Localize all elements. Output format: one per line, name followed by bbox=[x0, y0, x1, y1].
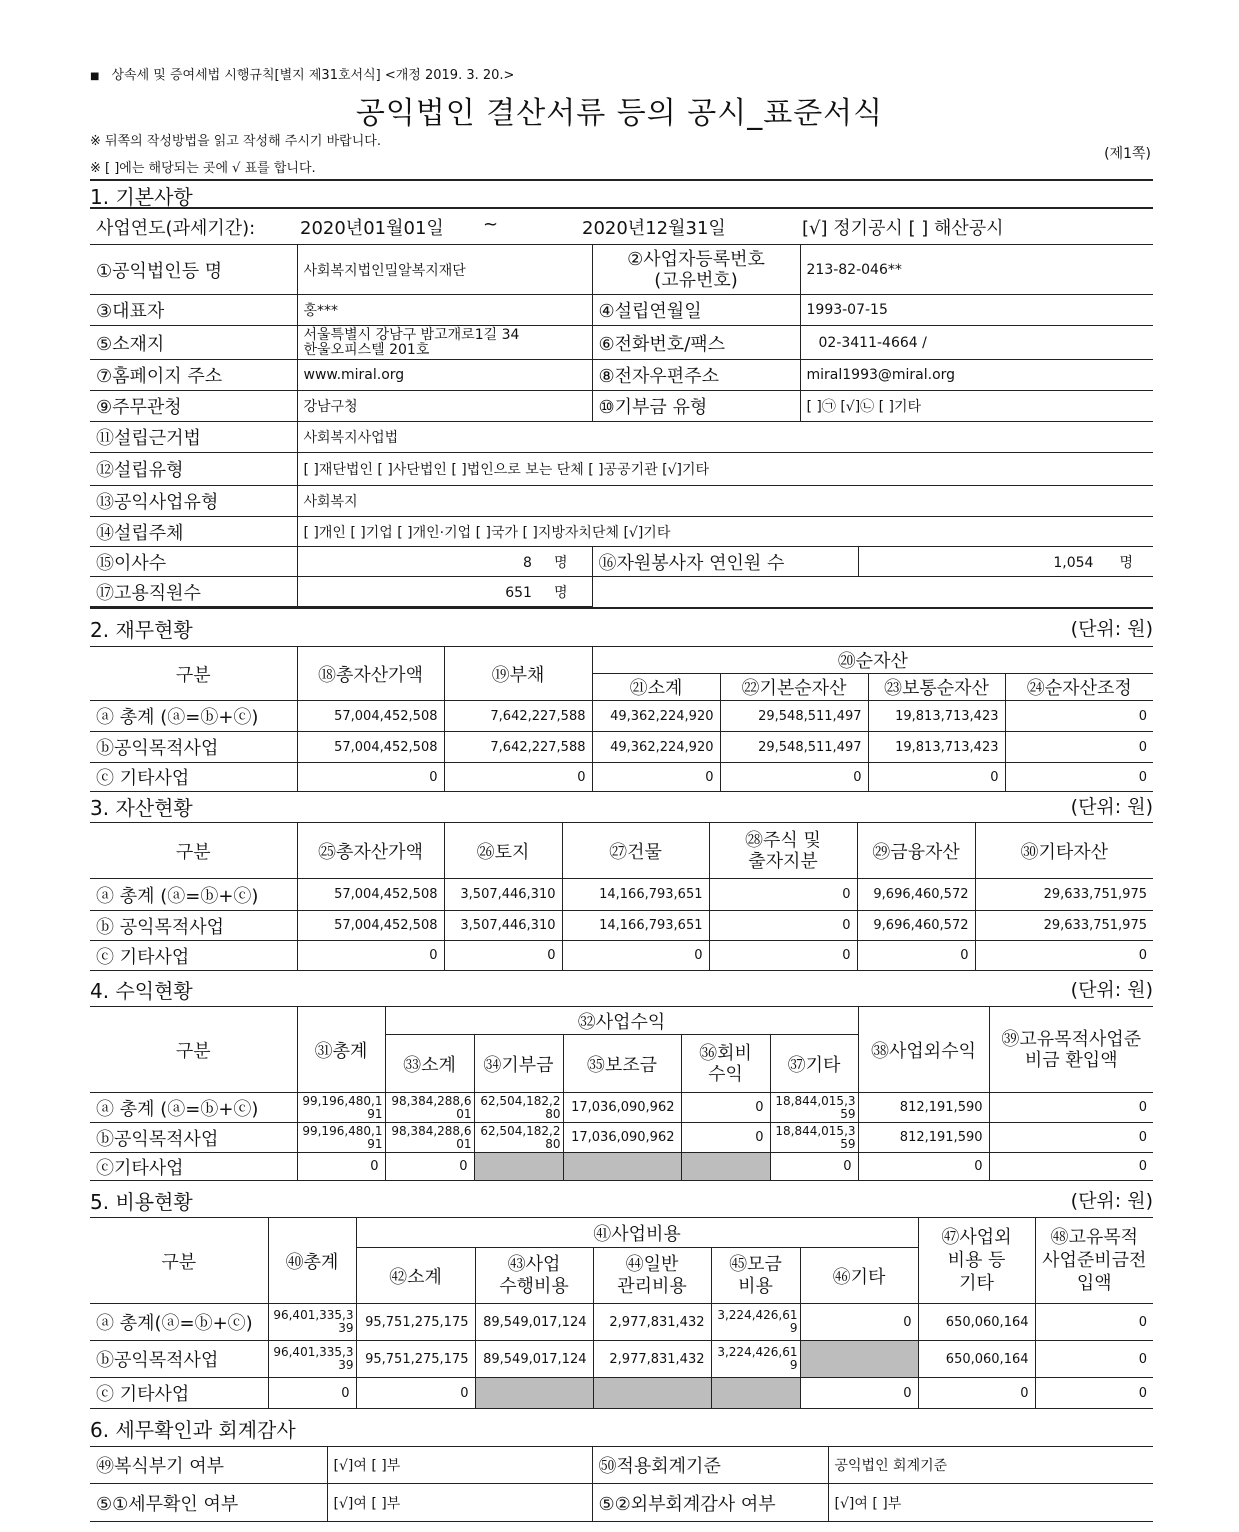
shaded-cell bbox=[475, 1378, 593, 1409]
finance-col-basic: ㉒기본순자산 bbox=[720, 674, 868, 701]
finance-cell: 0 bbox=[444, 763, 592, 792]
expense-col-admin bbox=[593, 1248, 711, 1304]
section-heading-audit: 6. 세무확인과 회계감사 bbox=[90, 1418, 296, 1442]
expense-cell: 96,401,335,339 bbox=[268, 1341, 356, 1378]
revenue-col-reserve-2: 비금 환입액 bbox=[1024, 1049, 1118, 1071]
assets-cell: 0 bbox=[709, 879, 857, 911]
shaded-cell bbox=[563, 1153, 681, 1181]
assets-cell: 57,004,452,508 bbox=[297, 879, 444, 911]
expense-cell: 2,977,831,432 bbox=[593, 1304, 711, 1341]
assets-cell: 57,004,452,508 bbox=[297, 911, 444, 941]
revenue-col-fee-2: 수익 bbox=[708, 1063, 743, 1085]
expense-cell: 0 bbox=[800, 1304, 918, 1341]
assets-cell: 9,696,460,572 bbox=[857, 911, 975, 941]
revenue-cell: 98,384,288,601 bbox=[385, 1093, 474, 1123]
assets-cell: 0 bbox=[562, 941, 709, 971]
employees-value: 651 bbox=[505, 584, 532, 601]
assets-cell: 14,166,793,651 bbox=[562, 879, 709, 911]
revenue-cell: 0 bbox=[297, 1153, 385, 1181]
ext-audit-value: [√]여 [ ]부 bbox=[828, 1484, 1153, 1522]
expense-cell: 95,751,275,175 bbox=[356, 1304, 475, 1341]
checkbox-note: ※ [ ]에는 해당되는 곳에 √ 표를 합니다. bbox=[90, 161, 316, 176]
directors-value: 8 bbox=[523, 554, 532, 571]
expense-cell: 0 bbox=[268, 1378, 356, 1409]
assets-cell: 0 bbox=[709, 911, 857, 941]
shaded-cell bbox=[681, 1153, 770, 1181]
employees-label: ⑰고용직원수 bbox=[90, 577, 297, 607]
divider bbox=[90, 607, 1153, 609]
revenue-cell: 18,844,015,359 bbox=[770, 1093, 858, 1123]
expense-cell: 89,549,017,124 bbox=[475, 1304, 593, 1341]
expense-col-admin-1: ㊹일반 bbox=[625, 1253, 679, 1275]
org-name: 사회복지법인밀알복지재단 bbox=[297, 245, 592, 295]
finance-col-normal: ㉓보통순자산 bbox=[868, 674, 1005, 701]
expense-col-nonbiz-1: ㊼사업외 bbox=[941, 1227, 1012, 1248]
expense-col-fund bbox=[711, 1248, 800, 1304]
expense-row-label: ⓐ 총계(ⓐ=ⓑ+ⓒ) bbox=[90, 1304, 268, 1341]
biz-type-label: ⑬공익사업유형 bbox=[90, 486, 297, 517]
finance-col-total: ⑱총자산가액 bbox=[297, 647, 444, 701]
expense-col-reserve-2: 사업준비금전 bbox=[1042, 1250, 1147, 1271]
revenue-cell: 0 bbox=[989, 1153, 1153, 1181]
addr-value bbox=[297, 326, 592, 360]
period-end: 2020년12월31일 bbox=[582, 218, 726, 239]
assets-cell: 0 bbox=[709, 941, 857, 971]
employees-cell bbox=[297, 577, 592, 607]
finance-cell: 0 bbox=[720, 763, 868, 792]
finance-cell: 29,548,511,497 bbox=[720, 732, 868, 763]
bizno-value: 213-82-046** bbox=[800, 245, 1153, 295]
finance-cell: 0 bbox=[592, 763, 720, 792]
est-type-label: ⑫설립유형 bbox=[90, 453, 297, 486]
expense-col-nonbiz-3: 기타 bbox=[959, 1273, 994, 1294]
revenue-unit: (단위: 원) bbox=[1070, 979, 1153, 1001]
finance-cell: 49,362,224,920 bbox=[592, 701, 720, 732]
shaded-cell bbox=[800, 1341, 918, 1378]
revenue-cell: 0 bbox=[770, 1153, 858, 1181]
revenue-row-label: ⓐ 총계 (ⓐ=ⓑ+ⓒ) bbox=[90, 1093, 297, 1123]
revenue-col-fee bbox=[681, 1035, 770, 1093]
revenue-cell: 0 bbox=[681, 1123, 770, 1153]
basic-info-table bbox=[90, 244, 1153, 547]
est-type-value: [ ]재단법인 [ ]사단법인 [ ]법인으로 보는 단체 [ ]공공기관 [√]기타 bbox=[297, 453, 1153, 486]
bookkeeping-value: [√]여 [ ]부 bbox=[327, 1447, 592, 1484]
authority-label: ⑨주무관청 bbox=[90, 391, 297, 422]
expense-cell: 0 bbox=[1035, 1304, 1153, 1341]
revenue-cell: 99,196,480,191 bbox=[297, 1093, 385, 1123]
revenue-cell: 812,191,590 bbox=[858, 1123, 989, 1153]
expense-cell: 0 bbox=[800, 1378, 918, 1409]
shaded-cell bbox=[711, 1378, 800, 1409]
section-heading-expense bbox=[90, 1186, 1153, 1215]
volunteers-label: ⑯자원봉사자 연인원 수 bbox=[592, 547, 858, 577]
finance-row-label: ⓒ 기타사업 bbox=[90, 763, 297, 792]
finance-cell: 49,362,224,920 bbox=[592, 732, 720, 763]
expense-cell: 650,060,164 bbox=[918, 1304, 1035, 1341]
section-heading-basic: 1. 기본사항 bbox=[90, 185, 193, 209]
assets-col-total: ㉕총자산가액 bbox=[297, 823, 444, 879]
finance-row-label: ⓐ 총계 (ⓐ=ⓑ+ⓒ) bbox=[90, 701, 297, 732]
expense-col-total: ㊵총계 bbox=[268, 1218, 356, 1304]
expense-cell: 89,549,017,124 bbox=[475, 1341, 593, 1378]
revenue-cell: 18,844,015,359 bbox=[770, 1123, 858, 1153]
tel-label: ⑥전화번호/팩스 bbox=[592, 326, 800, 360]
assets-row-label: ⓒ 기타사업 bbox=[90, 941, 297, 971]
expense-cell: 2,977,831,432 bbox=[593, 1341, 711, 1378]
assets-heading: 3. 자산현황 bbox=[90, 796, 193, 820]
expense-col-div: 구분 bbox=[90, 1218, 268, 1304]
expense-col-fund-2: 비용 bbox=[738, 1275, 773, 1297]
shaded-cell bbox=[593, 1378, 711, 1409]
revenue-row-label: ⓒ기타사업 bbox=[90, 1153, 297, 1181]
assets-cell: 29,633,751,975 bbox=[975, 911, 1153, 941]
finance-cell: 0 bbox=[1005, 701, 1153, 732]
instruction-note: ※ 뒤쪽의 작성방법을 읽고 작성해 주시기 바랍니다. bbox=[90, 134, 381, 149]
assets-col-fin: ㉙금융자산 bbox=[857, 823, 975, 879]
homepage-label: ⑦홈페이지 주소 bbox=[90, 360, 297, 391]
assets-col-stock-2: 출자지분 bbox=[748, 850, 818, 872]
revenue-cell: 17,036,090,962 bbox=[563, 1093, 681, 1123]
expense-cell: 95,751,275,175 bbox=[356, 1341, 475, 1378]
volunteers-unit: 명 bbox=[1119, 554, 1133, 571]
homepage-value: www.miral.org bbox=[297, 360, 592, 391]
finance-cell: 0 bbox=[297, 763, 444, 792]
finance-cell: 57,004,452,508 bbox=[297, 732, 444, 763]
revenue-col-nonbiz: ㊳사업외수익 bbox=[858, 1007, 989, 1093]
expense-cell: 3,224,426,619 bbox=[711, 1341, 800, 1378]
fiscal-period-row bbox=[90, 214, 1153, 240]
assets-col-stock bbox=[709, 823, 857, 879]
expense-cell: 0 bbox=[356, 1378, 475, 1409]
addr-line2: 한울오피스텔 201호 bbox=[303, 341, 430, 358]
expense-col-exec bbox=[475, 1248, 593, 1304]
expense-col-reserve-1: ㊽고유목적 bbox=[1050, 1227, 1139, 1248]
revenue-cell: 99,196,480,191 bbox=[297, 1123, 385, 1153]
ext-audit-label: ⑤②외부회계감사 여부 bbox=[592, 1484, 828, 1522]
revenue-cell: 0 bbox=[989, 1123, 1153, 1153]
founder-label: ⑭설립주체 bbox=[90, 517, 297, 547]
revenue-cell: 812,191,590 bbox=[858, 1093, 989, 1123]
revenue-cell: 17,036,090,962 bbox=[563, 1123, 681, 1153]
expense-cell: 3,224,426,619 bbox=[711, 1304, 800, 1341]
assets-cell: 3,507,446,310 bbox=[444, 879, 562, 911]
expense-col-reserve bbox=[1035, 1218, 1153, 1304]
assets-cell: 0 bbox=[857, 941, 975, 971]
law-label: ⑪설립근거법 bbox=[90, 422, 297, 453]
directors-label: ⑮이사수 bbox=[90, 547, 297, 577]
revenue-col-donation: ㉞기부금 bbox=[474, 1035, 563, 1093]
volunteers-value: 1,054 bbox=[1053, 554, 1094, 571]
finance-col-div: 구분 bbox=[90, 647, 297, 701]
audit-table bbox=[90, 1446, 1153, 1522]
expense-row-label: ⓒ 기타사업 bbox=[90, 1378, 268, 1409]
section-heading-finance bbox=[90, 614, 1153, 643]
revenue-cell: 62,504,182,280 bbox=[474, 1093, 563, 1123]
rep-label: ③대표자 bbox=[90, 295, 297, 326]
page-title: 공익법인 결산서류 등의 공시_표준서식 bbox=[355, 96, 884, 131]
divider bbox=[90, 207, 1153, 209]
assets-cell: 0 bbox=[975, 941, 1153, 971]
section-heading-revenue bbox=[90, 975, 1153, 1004]
assets-table bbox=[90, 822, 1153, 971]
revenue-col-biz: ㉜사업수익 bbox=[385, 1007, 858, 1035]
finance-heading: 2. 재무현황 bbox=[90, 618, 193, 642]
donation-type-value: [ ]㉠ [√]㉡ [ ]기타 bbox=[800, 391, 1153, 422]
assets-col-land: ㉖토지 bbox=[444, 823, 562, 879]
name-label: ①공익법인등 명 bbox=[90, 245, 297, 295]
law-value: 사회복지사업법 bbox=[297, 422, 1153, 453]
donation-type-label: ⑩기부금 유형 bbox=[592, 391, 800, 422]
assets-col-div: 구분 bbox=[90, 823, 297, 879]
est-date-value: 1993-07-15 bbox=[800, 295, 1153, 326]
finance-cell: 19,813,713,423 bbox=[868, 732, 1005, 763]
finance-col-sub: ㉑소계 bbox=[592, 674, 720, 701]
assets-row-label: ⓐ 총계 (ⓐ=ⓑ+ⓒ) bbox=[90, 879, 297, 911]
bizno-label: ②사업자등록번호 (고유번호) bbox=[592, 245, 800, 295]
standard-label: ㊿적용회계기준 bbox=[592, 1447, 828, 1484]
founder-value: [ ]개인 [ ]기업 [ ]개인·기업 [ ]국가 [ ]지방자치단체 [√]기타 bbox=[297, 517, 1153, 547]
volunteers-cell bbox=[858, 547, 1153, 577]
revenue-table bbox=[90, 1006, 1153, 1181]
revenue-col-div: 구분 bbox=[90, 1007, 297, 1093]
finance-cell: 0 bbox=[1005, 732, 1153, 763]
expense-col-exec-2: 수행비용 bbox=[499, 1275, 569, 1297]
expense-col-nonbiz-2: 비용 등 bbox=[947, 1250, 1006, 1271]
expense-col-nonbiz bbox=[918, 1218, 1035, 1304]
shaded-cell bbox=[474, 1153, 563, 1181]
biz-type-value: 사회복지 bbox=[297, 486, 1153, 517]
authority-value: 강남구청 bbox=[297, 391, 592, 422]
revenue-col-subsidy: ㉟보조금 bbox=[563, 1035, 681, 1093]
addr-line1: 서울특별시 강남구 밤고개로1길 34 bbox=[303, 326, 520, 343]
finance-table bbox=[90, 646, 1153, 792]
revenue-heading: 4. 수익현황 bbox=[90, 979, 193, 1003]
revenue-cell: 0 bbox=[681, 1093, 770, 1123]
expense-cell: 650,060,164 bbox=[918, 1341, 1035, 1378]
page-number: (제1쪽) bbox=[1104, 146, 1151, 162]
directors-cell bbox=[297, 547, 592, 577]
assets-cell: 0 bbox=[297, 941, 444, 971]
finance-col-net: ⑳순자산 bbox=[592, 647, 1153, 674]
employees-unit: 명 bbox=[553, 584, 568, 601]
expense-table bbox=[90, 1217, 1153, 1409]
tax-check-label: ⑤①세무확인 여부 bbox=[90, 1484, 327, 1522]
expense-col-etc: ㊻기타 bbox=[800, 1248, 918, 1304]
expense-heading: 5. 비용현황 bbox=[90, 1190, 193, 1214]
finance-cell: 29,548,511,497 bbox=[720, 701, 868, 732]
expense-row-label: ⓑ공익목적사업 bbox=[90, 1341, 268, 1378]
revenue-col-fee-1: ㊱회비 bbox=[699, 1042, 752, 1064]
finance-col-debt: ⑲부채 bbox=[444, 647, 592, 701]
finance-cell: 7,642,227,588 bbox=[444, 732, 592, 763]
expense-col-fund-1: ㊺모금 bbox=[729, 1253, 782, 1275]
assets-cell: 9,696,460,572 bbox=[857, 879, 975, 911]
assets-cell: 29,633,751,975 bbox=[975, 879, 1153, 911]
expense-cell: 0 bbox=[1035, 1341, 1153, 1378]
directors-unit: 명 bbox=[553, 554, 568, 571]
finance-col-adj: ㉔순자산조정 bbox=[1005, 674, 1153, 701]
finance-cell: 0 bbox=[1005, 763, 1153, 792]
people-table bbox=[90, 546, 1153, 607]
expense-col-exec-1: ㊸사업 bbox=[507, 1253, 561, 1275]
expense-col-biz: ㊶사업비용 bbox=[356, 1218, 918, 1248]
finance-cell: 7,642,227,588 bbox=[444, 701, 592, 732]
assets-cell: 3,507,446,310 bbox=[444, 911, 562, 941]
revenue-col-total: ㉛총계 bbox=[297, 1007, 385, 1093]
tel-value: 02-3411-4664 / bbox=[800, 326, 1153, 360]
revenue-col-reserve-1: ㊴고유목적사업준 bbox=[1001, 1028, 1142, 1050]
finance-cell: 0 bbox=[868, 763, 1005, 792]
disclosure-type: [√] 정기공시 [ ] 해산공시 bbox=[802, 218, 1004, 239]
tax-check-value: [√]여 [ ]부 bbox=[327, 1484, 592, 1522]
period-tilde: ~ bbox=[483, 214, 499, 235]
expense-col-admin-2: 관리비용 bbox=[617, 1275, 687, 1297]
finance-row-label: ⓑ공익목적사업 bbox=[90, 732, 297, 763]
expense-col-reserve-3: 입액 bbox=[1076, 1273, 1112, 1294]
revenue-cell: 0 bbox=[858, 1153, 989, 1181]
rep-value: 홍*** bbox=[297, 295, 592, 326]
expense-cell: 96,401,335,339 bbox=[268, 1304, 356, 1341]
email-label: ⑧전자우편주소 bbox=[592, 360, 800, 391]
expense-cell: 0 bbox=[1035, 1378, 1153, 1409]
assets-col-building: ㉗건물 bbox=[562, 823, 709, 879]
email-value: miral1993@miral.org bbox=[800, 360, 1153, 391]
finance-cell: 57,004,452,508 bbox=[297, 701, 444, 732]
revenue-col-etc: ㊲기타 bbox=[770, 1035, 858, 1093]
revenue-cell: 0 bbox=[989, 1093, 1153, 1123]
revenue-cell: 62,504,182,280 bbox=[474, 1123, 563, 1153]
assets-cell: 0 bbox=[444, 941, 562, 971]
assets-col-etc: ㉚기타자산 bbox=[975, 823, 1153, 879]
assets-col-stock-1: ㉘주식 및 bbox=[745, 829, 821, 851]
expense-unit: (단위: 원) bbox=[1070, 1190, 1153, 1212]
revenue-cell: 0 bbox=[385, 1153, 474, 1181]
est-date-label: ④설립연월일 bbox=[592, 295, 800, 326]
revenue-cell: 98,384,288,601 bbox=[385, 1123, 474, 1153]
standard-value: 공익법인 회계기준 bbox=[828, 1447, 1153, 1484]
bookkeeping-label: ㊾복식부기 여부 bbox=[90, 1447, 327, 1484]
assets-unit: (단위: 원) bbox=[1070, 796, 1153, 818]
period-label: 사업연도(과세기간): bbox=[96, 218, 256, 239]
empty-cell bbox=[592, 577, 1153, 607]
assets-cell: 14,166,793,651 bbox=[562, 911, 709, 941]
legal-reference: ■ 상속세 및 증여세법 시행규칙[별지 제31호서식] <개정 2019. 3. 20.> bbox=[90, 68, 515, 83]
revenue-col-reserve bbox=[989, 1007, 1153, 1093]
finance-cell: 19,813,713,423 bbox=[868, 701, 1005, 732]
revenue-row-label: ⓑ공익목적사업 bbox=[90, 1123, 297, 1153]
section-heading-assets bbox=[90, 792, 1153, 821]
addr-label: ⑤소재지 bbox=[90, 326, 297, 360]
period-start: 2020년01월01일 bbox=[300, 218, 444, 239]
assets-row-label: ⓑ 공익목적사업 bbox=[90, 911, 297, 941]
finance-unit: (단위: 원) bbox=[1070, 618, 1153, 640]
expense-col-sub: ㊷소계 bbox=[356, 1248, 475, 1304]
revenue-col-sub: ㉝소계 bbox=[385, 1035, 474, 1093]
expense-cell: 0 bbox=[918, 1378, 1035, 1409]
